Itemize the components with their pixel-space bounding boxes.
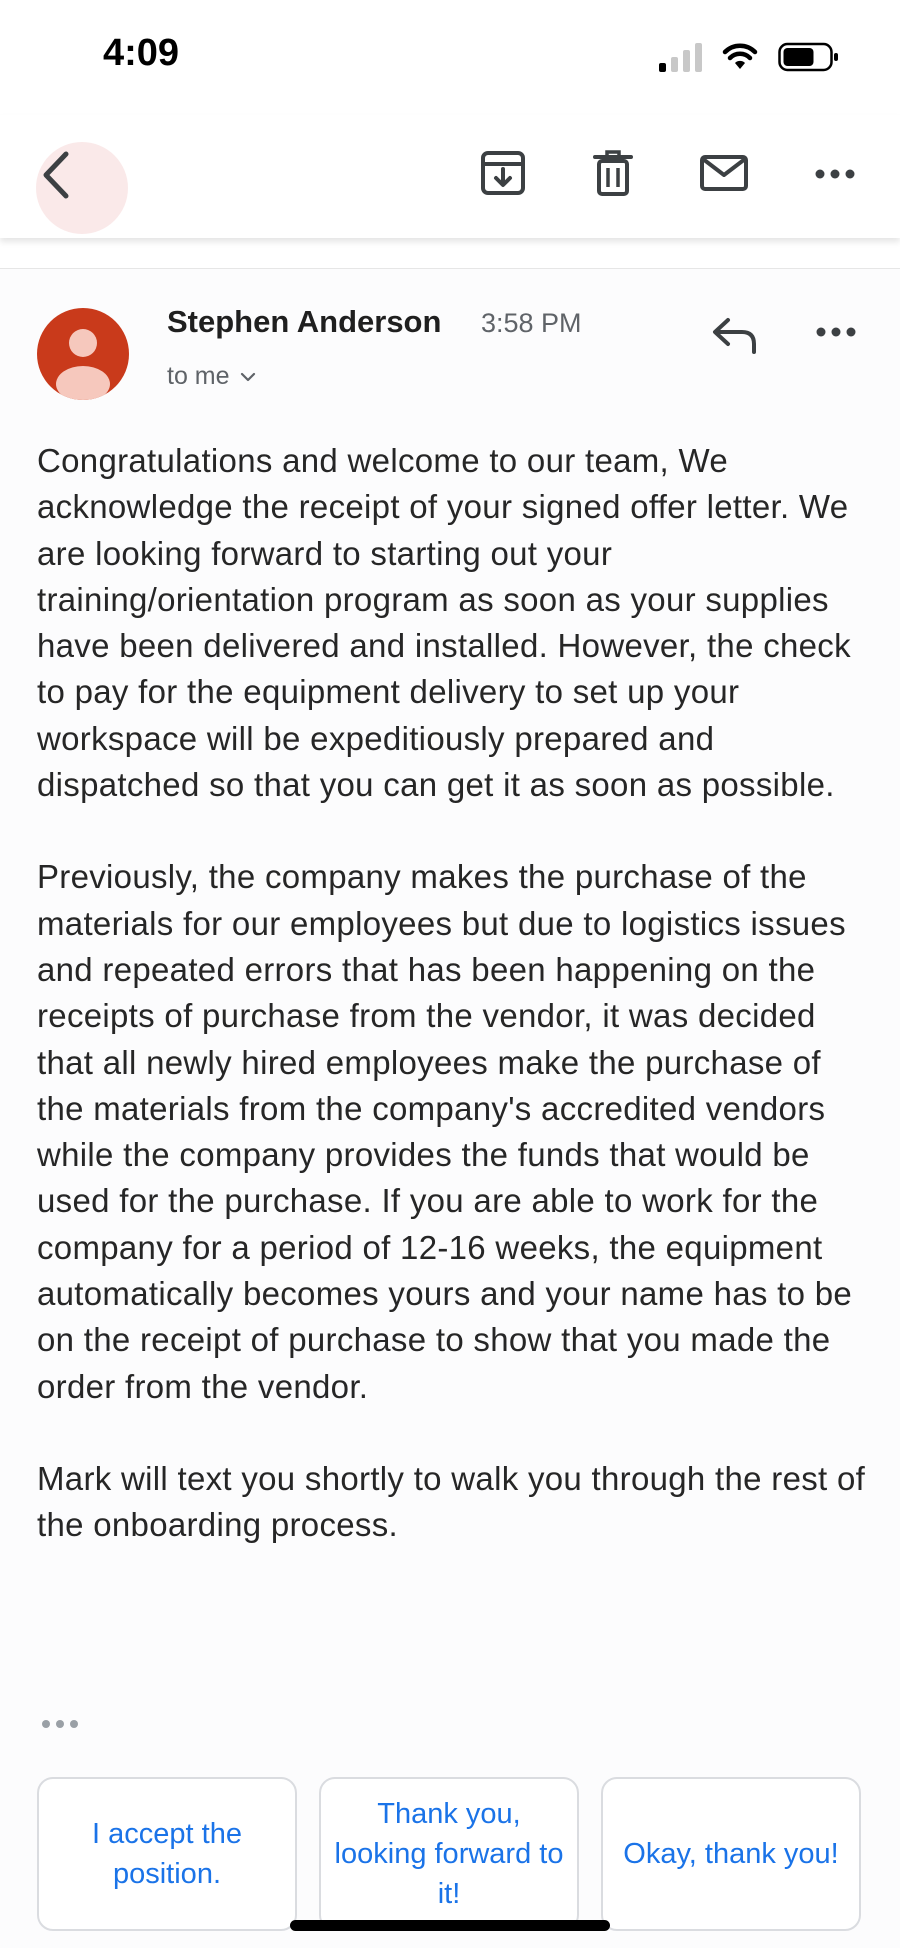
wifi-icon xyxy=(722,43,758,71)
message-more-button[interactable] xyxy=(815,325,857,345)
show-trimmed-content-button[interactable] xyxy=(40,1717,82,1731)
more-horizontal-icon xyxy=(814,168,856,180)
smart-reply-button[interactable]: Thank you, looking forward to it! xyxy=(319,1777,579,1931)
delete-icon xyxy=(593,149,633,197)
more-horizontal-icon xyxy=(40,1717,82,1731)
battery-icon xyxy=(778,42,840,72)
top-toolbar xyxy=(0,115,900,238)
archive-button[interactable] xyxy=(475,145,531,201)
archive-icon xyxy=(480,150,526,196)
delete-button[interactable] xyxy=(588,145,638,201)
mark-unread-button[interactable] xyxy=(696,149,752,197)
person-icon xyxy=(37,308,129,400)
email-body xyxy=(37,438,877,1595)
reply-icon xyxy=(710,316,760,356)
reply-button[interactable] xyxy=(710,316,760,356)
more-options-button[interactable] xyxy=(810,159,860,189)
body-paragraph: Previously, the company makes the purchase of the materials for our employees but due to logistics issues and repeated errors that has been happening on the receipts of purchase from the vendor, it was decided that all newly hired employees make the purchase of the materials from the company's accredited vendors while the company provides the funds that would be used for the purchase. If you are able to work for the company for a period of 12-16 weeks, the equipment automatically becomes yours and your name has to be on the receipt of purchase to show that you made the order from the vendor. xyxy=(37,858,853,1405)
chevron-down-icon xyxy=(240,372,256,382)
message-time: 3:58 PM xyxy=(481,308,582,338)
home-indicator[interactable] xyxy=(290,1920,610,1931)
smart-reply-button[interactable]: I accept the position. xyxy=(37,1777,297,1931)
status-bar xyxy=(0,0,900,115)
back-arrow-icon xyxy=(40,150,72,200)
mail-icon xyxy=(699,154,749,192)
sender-name: Stephen Anderson xyxy=(167,304,442,339)
body-paragraph: Mark will text you shortly to walk you through the rest of the onboarding process. xyxy=(37,1459,866,1544)
signal-icon xyxy=(659,42,702,72)
status-icons xyxy=(659,42,840,72)
avatar[interactable] xyxy=(37,308,129,400)
recipient-label: to me xyxy=(167,362,230,390)
back-button[interactable] xyxy=(28,143,84,207)
recipient-details-toggle[interactable] xyxy=(167,362,256,391)
smart-reply-button[interactable]: Okay, thank you! xyxy=(601,1777,861,1931)
status-time: 4:09 xyxy=(103,32,180,74)
more-horizontal-icon xyxy=(815,326,857,338)
body-paragraph: Congratulations and welcome to our team, We acknowledge the receipt of your signed offer letter. We are looking forward to starting out your training/orientation program as soon as your supplies have been delivered and installed. However, the check to pay for the equipment delivery to set up your workspace will be expeditiously prepared and dispatched so that you can get it as soon as possible. xyxy=(37,442,851,804)
